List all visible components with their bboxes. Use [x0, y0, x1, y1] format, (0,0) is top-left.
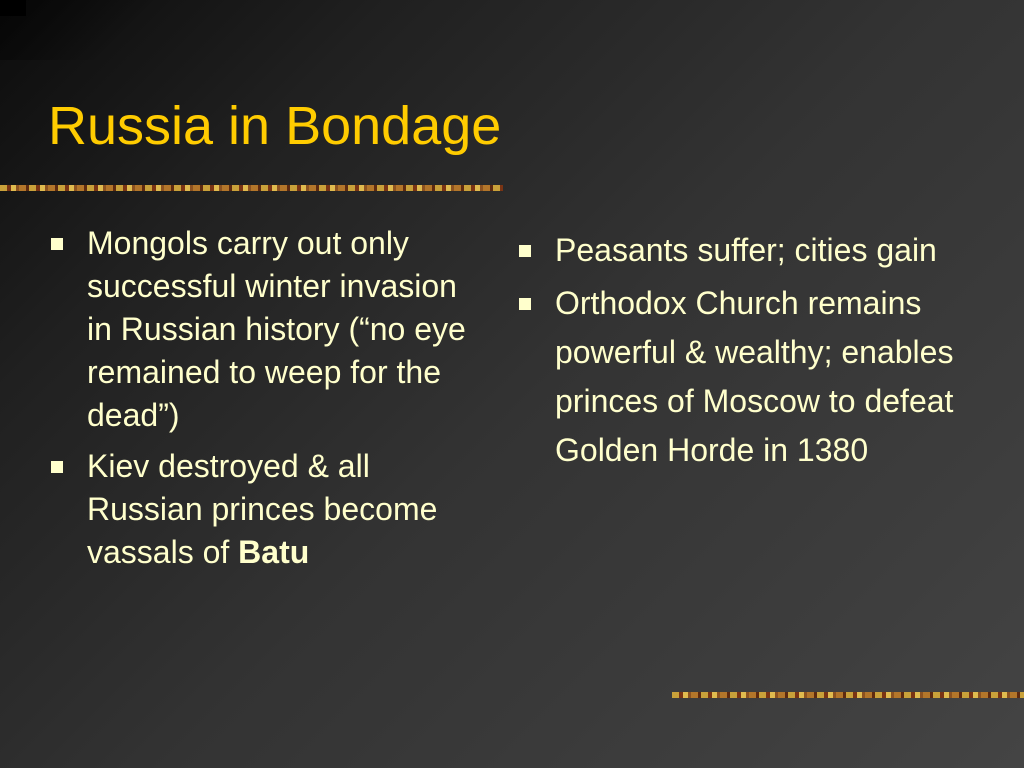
left-bullet-list: [48, 222, 488, 582]
bullet-text: Peasants suffer; cities gain: [555, 232, 937, 268]
slide-title: Russia in Bondage: [48, 96, 502, 156]
title-underline-rule: [0, 185, 503, 191]
square-bullet-icon: [51, 238, 63, 250]
right-bullet-list: [516, 226, 986, 479]
square-bullet-icon: [519, 245, 531, 257]
corner-mark: [0, 0, 26, 16]
bullet-item-kiev-destroyed: [48, 445, 488, 574]
bullet-text: Mongols carry out only successful winter invasion in Russian history (“no eye remained to weep for the dead”): [87, 225, 466, 433]
square-bullet-icon: [51, 461, 63, 473]
bottom-accent-rule: [672, 692, 1024, 698]
bullet-item-orthodox-church: [516, 279, 986, 475]
bullet-text: Orthodox Church remains powerful & wealthy; enables princes of Moscow to defeat Golden Horde in 1380: [555, 285, 954, 468]
bullet-item-peasants-suffer: [516, 226, 986, 275]
bullet-bold-text: Batu: [238, 534, 310, 570]
bullet-text: Kiev destroyed & all Russian princes become vassals of: [87, 448, 438, 570]
square-bullet-icon: [519, 298, 531, 310]
bullet-item-winter-invasion: [48, 222, 488, 437]
